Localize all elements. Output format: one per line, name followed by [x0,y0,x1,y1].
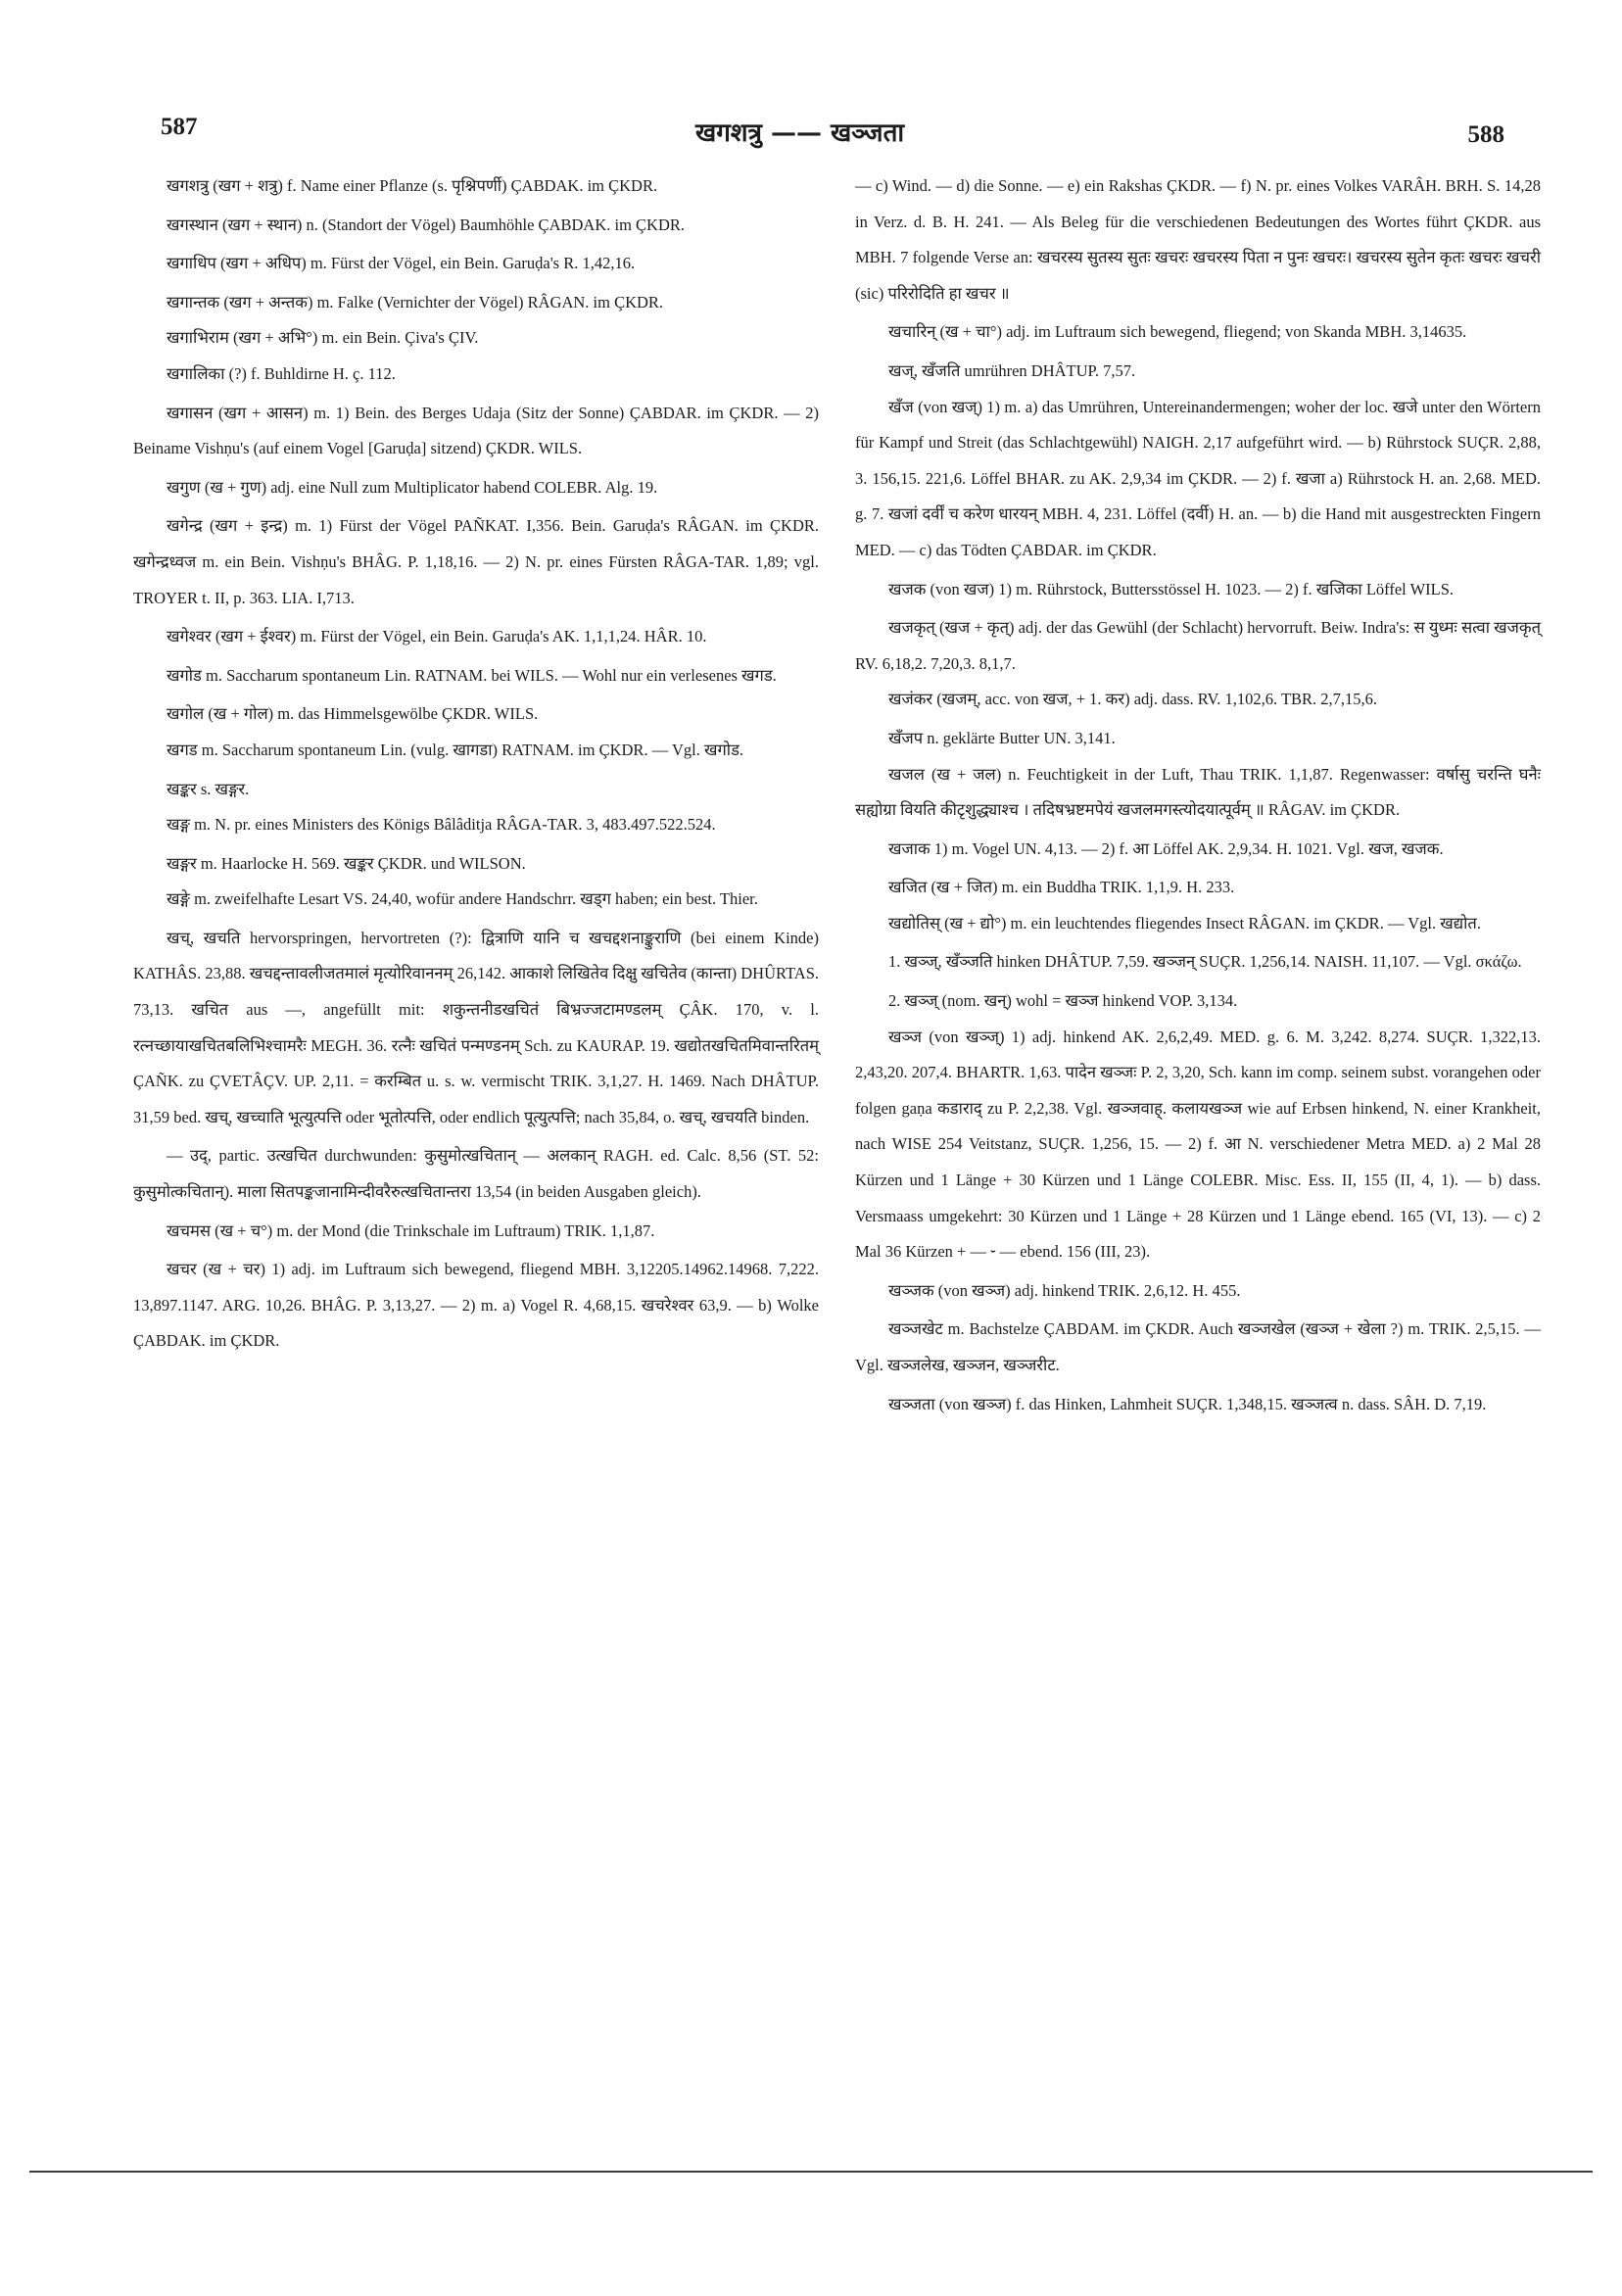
entry-khajaka: खजक (von खज) 1) m. Rührstock, Buttersstössel H. 1023. — 2) f. खजिका Löffel WILS. [888,579,1455,598]
entry-khagasthana: खगस्थान (खग + स्थान) n. (Standort der Vögel) Baumhöhle ÇABDAK. im ÇKDR. [167,215,685,234]
entry-khacamasa: खचमस (ख + च°) m. der Mond (die Trinkschale im Luftraum) TRIK. 1,1,87. [167,1220,655,1240]
entry-khageshvara: खगेश्वर (खग + ईश्वर) m. Fürst der Vögel, ein Bein. Garuḍa's AK. 1,1,1,24. HÂR. 10. [167,627,707,646]
entry-khanjaka: खञ्जक (von खञ्ज) adj. hinkend TRIK. 2,6,12. H. 455. [888,1280,1241,1300]
page-header [147,110,1518,159]
running-title: खगशत्रु —— खञ्जता [695,119,905,148]
entry-khanga: खङ्ग m. N. pr. eines Ministers des Königs Bâlâditja RÂGA-TAR. 3, 483.497.522.524. [167,815,716,835]
entry-khajala: खजल (ख + जल) n. Feuchtigkeit in der Luft, Thau TRIK. 1,1,87. Regenwasser: वर्षासु चरन्ति घनैः सह्योग्रा वियति कीटृशुद्ध्याश्च । तदिषभ्रष्टमपेयं खजलमगस्त्योदयात्पूर्वम् ॥ RÂGAV. im ÇKDR. [855,764,1541,820]
entry-khaguna: खगुण (ख + गुण) adj. eine Null zum Multiplicator habend COLEBR. Alg. 19. [167,477,658,497]
entry-khajakrt: खजकृत् (खज + कृत्) adj. der das Gewühl (der Schlacht) hervorruft. Beiw. Indra's: स युध्मः सत्वा खजकृत् RV. 6,18,2. 7,20,3. 8,1,7. [855,618,1541,673]
entry-khanj-1: 1. खञ्ज्, खँञ्जति hinken DHÂTUP. 7,59. खञ्जन् SUÇR. 1,256,14. NAISH. 11,107. — Vgl. σκάζω. [888,952,1522,972]
entry-khagasana: खगासन (खग + आसन) m. 1) Bein. des Berges Udaja (Sitz der Sonne) ÇABDAR. im ÇKDR. — 2) Beiname Vishṇu's (auf einem Vogel [Garuḍa] sitzend) ÇKDR. WILS. [133,403,819,458]
left-column [133,168,819,1363]
entry-khagabhirama: खगाभिराम (खग + अभि°) m. ein Bein. Çiva's ÇIV. [167,328,479,348]
bottom-rule [29,2171,1593,2173]
entry-khanjakheta: खञ्जखेट m. Bachstelze ÇABDAM. im ÇKDR. Auch खञ्जखेल (खञ्ज + खेला ?) m. TRIK. 2,5,15. — Vgl. खञ्जलेख, खञ्जन, खञ्जरीट. [855,1319,1541,1374]
entry-khajaka-2: खजाक 1) m. Vogel UN. 4,13. — 2) f. आ Löffel AK. 2,9,34. H. 1021. Vgl. खज, खजक. [888,838,1444,858]
entry-khange: खङ्गे m. zweifelhafte Lesart VS. 24,40, wofür andere Handschrr. खड्ग haben; ein best. Thier. [167,889,758,909]
right-column [855,168,1541,1425]
entry-khac: खच्, खचति hervorspringen, hervortreten (?): द्वित्राणि यानि च खचद्दशनाङ्कुराणि (bei einem Kinde) KATHÂS. 23,88. खचद्दन्तावलीजतमालं मृत्योरिवाननम् 26,142. आकाशे लिखितेव दिक्षु खचितेव (कान्ता) DHÛRTAS. 73,13. खचित aus —, angefüllt mit: शकुन्तनीडखचितं बिभ्रज्जटामण्डलम् ÇÂK. 170, v. l. रत्नच्छायाखचितबलिभिश्चामरैः MEGH. 36. रत्नैः खचितं पन्मण्डनम् Sch. zu KAURAP. 19. खद्योतखचितमिवान्तरितम् ÇAÑK. zu ÇVETÂÇV. UP. 2,11. = करम्बित u. s. w. vermischt TRIK. 3,1,27. H. 1469. Nach DHÂTUP. 31,59 bed. खच्, खच्चाति भूत्युत्पत्ति oder भूतोत्पत्ति, oder endlich पूत्युत्पत्ति; nach 35,84, o. खच्, खचयति binden. [133,928,819,1126]
entry-khanja: खञ्ज (von खञ्ज्) 1) adj. hinkend AK. 2,6,2,49. MED. g. 6. M. 3,242. 8,274. SUÇR. 1,322,13. 2,43,20. 207,4. BHARTR. 1,63. पादेन खञ्जः P. 2, 3,20, Sch. kann im comp. seinem subst. vorangehen oder folgen gaṇa कडाराद् zu P. 2,2,38. Vgl. खञ्जवाह्. कलायखञ्ज wie auf Erbsen hinkend, N. einer Krankheit, nach WISE 254 Veitstanz, SUÇR. 1,256, 15. — 2) f. आ N. verschiedener Metra MED. a) 2 Mal 28 Kürzen und 1 Länge + 30 Kürzen und 1 Länge COLEBR. Misc. Ess. II, 155 (II, 4, 1). — b) dass. Versmaass umgekehrt: 30 Kürzen und 1 Länge + 28 Kürzen und 1 Länge ebend. 165 (VI, 13). — c) 2 Mal 36 Kürzen + — ⏑ — ebend. 156 (III, 23). [855,1027,1541,1262]
entry-khagola: खगोल (ख + गोल) m. das Himmelsgewölbe ÇKDR. WILS. [167,704,539,724]
entry-khankara: खङ्कर s. खङ्गर. [167,779,250,798]
entry-khagantaka: खगान्तक (खग + अन्तक) m. Falke (Vernichter der Vögel) RÂGAN. im ÇKDR. [167,292,664,311]
entry-khaj: खज्, खँजति umrühren DHÂTUP. 7,57. [888,360,1136,380]
entry-khagendra: खगेन्द्र (खग + इन्द्र) m. 1) Fürst der Vögel PAÑKAT. I,356. Bein. Garuḍa's RÂGAN. im ÇKDR. खगेन्द्रध्वज m. ein Bein. Vishṇu's BHÂG. P. 1,18,16. — 2) N. pr. eines Fürsten RÂGA-TAR. 1,89; vgl. TROYER t. II, p. 363. LIA. I,713. [133,516,819,607]
entry-khagadhipa: खगाधिप (खग + अधिप) m. Fürst der Vögel, ein Bein. Garuḍa's R. 1,42,16. [167,254,636,273]
entry-khanj-2: 2. खञ्ज् (nom. खन्) wohl = खञ्ज hinkend VOP. 3,134. [888,991,1238,1011]
entry-khangara: खङ्गर m. Haarlocke H. 569. खङ्कर ÇKDR. und WILSON. [167,853,526,873]
entry-khacara: खचर (ख + चर) 1) adj. im Luftraum sich bewegend, fliegend MBH. 3,12205.14962.14968. 7,222. 13,897.1147. ARG. 10,26. BHÂG. P. 3,13,27. — 2) m. a) Vogel R. 4,68,15. खचरेश्वर 63,9. — b) Wolke ÇABDAK. im ÇKDR. [133,1260,819,1351]
entry-khajamkara: खजंकर (खजम्, acc. von खज, + 1. कर) adj. dass. RV. 1,102,6. TBR. 2,7,15,6. [888,690,1378,709]
page-number-left: 587 [161,114,198,140]
entry-khaja: खँज (von खज्) 1) m. a) das Umrühren, Untereinandermengen; woher der loc. खजे unter den Wörtern für Kampf und Streit (das Schlachtgewühl) NAIGH. 2,17 aufgeführt wird. — b) Rührstock SUÇR. 2,88, 3. 156,15. 221,6. Löffel BHAR. zu AK. 2,9,34 im ÇKDR. — 2) f. खजा a) Rührstock H. an. 2,68. MED. g. 7. खजां दर्वीं च करेण धारयन् MBH. 4, 231. Löffel (दर्वी) H. an. — b) die Hand mit ausgestreckten Fingern MED. — c) das Tödten ÇABDAR. im ÇKDR. [855,397,1541,559]
entry-khanjata: खञ्जता (von खञ्ज) f. das Hinken, Lahmheit SUÇR. 1,348,15. खञ्जत्व n. dass. SÂH. D. 7,19. [888,1394,1487,1413]
page-number-right: 588 [1467,121,1504,148]
entry-khagashatru: खगशत्रु (खग + शत्रु) f. Name einer Pflanze (s. पृश्निपर्णी) ÇABDAK. im ÇKDR. [167,176,658,195]
entry-khadyotis: खद्योतिस् (ख + द्यो°) m. ein leuchtendes fliegendes Insect RÂGAN. im ÇKDR. — Vgl. खद्योत. [888,913,1481,933]
entry-khacara-continued: — c) Wind. — d) die Sonne. — e) ein Rakshas ÇKDR. — f) N. pr. eines Volkes VARÂH. BRH. S. 14,28 in Verz. d. B. H. 241. — Als Beleg für die verschiedenen Bedeutungen des Wortes führt ÇKDR. aus MBH. 7 folgende Verse an: खचरस्य सुतस्य सुतः खचरः खचरस्य पिता न पुनः खचरः। खचरस्य सुतेन कृतः खचरः खचरी (sic) परिरोदिति हा खचर ॥ [855,176,1541,303]
entry-khacarin: खचारिन् (ख + चा°) adj. im Luftraum sich bewegend, fliegend; von Skanda MBH. 3,14635. [888,322,1467,342]
entry-utkhacita: — उद्, partic. उत्खचित durchwunden: कुसुमोत्खचितान् — अलकान् RAGH. ed. Calc. 8,56 (ST. 52: कुसुमोत्कचितान्). माला सितपङ्कजानामिन्दीवरैरुत्खचितान्तरा 13,54 (in beiden Ausgaben gleich). [133,1146,819,1202]
entry-khagada: खगड m. Saccharum spontaneum Lin. (vulg. खागडा) RATNAM. im ÇKDR. — Vgl. खगोड. [167,740,744,759]
entry-khajapa: खँजप n. geklärte Butter UN. 3,141. [888,728,1116,747]
entry-khagoda: खगोड m. Saccharum spontaneum Lin. RATNAM. bei WILS. — Wohl nur ein verlesenes खगड. [167,665,777,685]
entry-khajita: खजित (ख + जित) m. ein Buddha TRIK. 1,1,9. H. 233. [888,878,1235,897]
entry-khagalika: खगालिका (?) f. Buhldirne H. ç. 112. [167,363,396,383]
